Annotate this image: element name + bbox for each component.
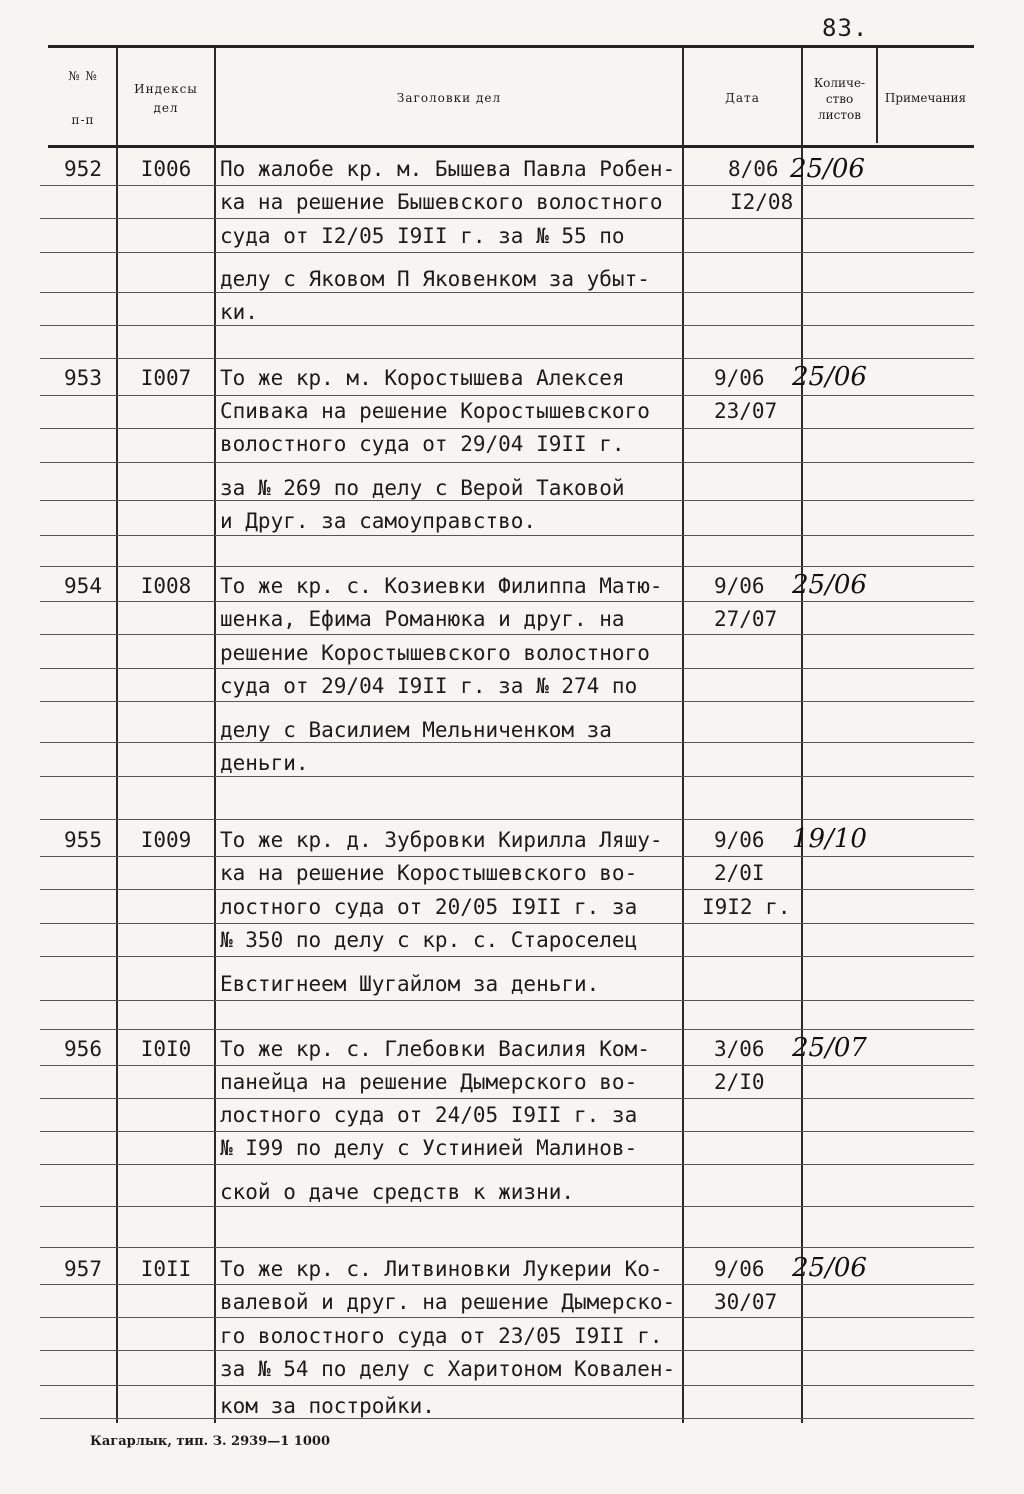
ruled-line (40, 1098, 974, 1099)
entry-title-line: То же кр. с. Козиевки Филиппа Матю- (220, 574, 663, 598)
entry-index: I008 (140, 574, 192, 598)
ruled-line (40, 358, 974, 359)
entry-number: 957 (64, 1257, 102, 1281)
ruled-line (40, 500, 974, 501)
entry-title-line: Спивака на решение Коростышевского (220, 399, 650, 423)
entry-title-line: лостного суда от 24/05 I9II г. за (220, 1103, 638, 1127)
entry-date: 9/06 (714, 574, 765, 598)
entry-title-line: решение Коростышевского волостного (220, 641, 650, 665)
printer-imprint: Кагарлык, тип. З. 2939—1 1000 (90, 1434, 330, 1449)
column-divider (214, 48, 216, 1423)
entry-sheet-mark: 19/10 (792, 824, 867, 854)
entry-title-line: панейца на решение Дымерского во- (220, 1070, 638, 1094)
ruled-line (40, 601, 974, 602)
entry-title-line: № I99 по делу с Устинией Малинов- (220, 1136, 638, 1160)
entry-title-line: ской о даче средств к жизни. (220, 1180, 575, 1204)
ruled-line (40, 923, 974, 924)
entry-title-line: № 350 по делу с кр. с. Староселец (220, 928, 638, 952)
ruled-line (40, 1284, 974, 1285)
header-date (684, 55, 801, 143)
ruled-line (40, 428, 974, 429)
table-top-rule (48, 45, 974, 48)
entry-date: 9/06 (714, 1257, 765, 1281)
table-header-rule (48, 145, 974, 148)
entry-sheet-mark: 25/06 (792, 362, 867, 392)
entry-sheet-mark: 25/06 (792, 570, 867, 600)
entry-date: 2/I0 (714, 1070, 765, 1094)
header-number-sublabel: п-п (71, 113, 95, 128)
entry-title-line: суда от I2/05 I9II г. за № 55 по (220, 224, 625, 248)
ruled-line (40, 1418, 974, 1419)
entry-title-line: за № 54 по делу с Харитоном Ковален- (220, 1357, 676, 1381)
header-count-line: Количе- (813, 75, 866, 90)
entry-date: I9I2 г. (702, 895, 791, 919)
ruled-line (40, 819, 974, 820)
entry-title-line: ки. (220, 300, 258, 324)
entry-date: I2/08 (730, 190, 794, 214)
entry-title-line: По жалобе кр. м. Бышева Павла Робен- (220, 157, 676, 181)
entry-title-line: То же кр. с. Литвиновки Лукерии Ко- (220, 1257, 663, 1281)
ruled-line (40, 252, 974, 253)
entry-title-line: лостного суда от 20/05 I9II г. за (220, 895, 638, 919)
entry-title-line: волостного суда от 29/04 I9II г. (220, 432, 625, 456)
header-index-sublabel: дел (153, 101, 179, 115)
entry-title-line: делу с Яковом П Яковенком за убыт- (220, 267, 650, 291)
ruled-line (40, 462, 974, 463)
entry-number: 955 (64, 828, 102, 852)
entry-title-line: ком за постройки. (220, 1394, 435, 1418)
entry-date: 8/06 (728, 157, 779, 181)
ruled-line (40, 856, 974, 857)
ruled-line (40, 776, 974, 777)
entry-index: I0I0 (140, 1037, 192, 1061)
entry-title-line: То же кр. м. Коростышева Алексея (220, 366, 625, 390)
ruled-line (40, 1000, 974, 1001)
header-number (50, 55, 116, 143)
header-count (803, 55, 876, 143)
entry-number: 954 (64, 574, 102, 598)
entry-title-line: Евстигнеем Шугайлом за деньги. (220, 972, 600, 996)
header-index-label: Индексы (134, 81, 198, 96)
ruled-line (40, 1164, 974, 1165)
header-title (216, 55, 682, 143)
ruled-line (40, 634, 974, 635)
ruled-line (40, 956, 974, 957)
entry-title-line: го волостного суда от 23/05 I9II г. (220, 1324, 663, 1348)
ruled-line (40, 1131, 974, 1132)
entry-index: I009 (140, 828, 192, 852)
ruled-line (40, 185, 974, 186)
entry-title-line: То же кр. с. Глебовки Василия Ком- (220, 1037, 650, 1061)
header-count-line: листов (818, 108, 861, 123)
entry-index: I007 (140, 366, 192, 390)
header-date-label: Дата (725, 91, 760, 106)
column-divider (801, 48, 803, 1423)
header-count-line: ство (825, 91, 854, 106)
entry-title-line: шенка, Ефима Романюка и друг. на (220, 607, 625, 631)
header-index (118, 55, 214, 143)
page-number: 83. (822, 14, 869, 42)
entry-number: 952 (64, 157, 102, 181)
ruled-line (40, 1065, 974, 1066)
entry-sheet-mark: 25/07 (792, 1033, 867, 1063)
ruled-line (40, 292, 974, 293)
ruled-line (40, 566, 974, 567)
entry-date: 9/06 (714, 828, 765, 852)
entry-date: 30/07 (714, 1290, 778, 1314)
entry-title-line: и Друг. за самоуправство. (220, 509, 537, 533)
ruled-line (40, 1247, 974, 1248)
ruled-line (40, 1317, 974, 1318)
header-notes-label: Примечания (884, 91, 967, 106)
entry-title-line: делу с Василием Мельниченком за (220, 718, 612, 742)
entry-number: 956 (64, 1037, 102, 1061)
column-divider (682, 48, 684, 1423)
ruled-line (40, 742, 974, 743)
entry-date: 3/06 (714, 1037, 765, 1061)
entry-title-line: за № 269 по делу с Верой Таковой (220, 476, 625, 500)
ruled-line (40, 325, 974, 326)
header-number-label: № № (68, 69, 98, 84)
entry-title-line: ка на решение Коростышевского во- (220, 861, 638, 885)
entry-sheet-mark: 25/06 (792, 1253, 867, 1283)
header-notes (877, 55, 974, 143)
entry-title-line: деньги. (220, 751, 309, 775)
ruled-line (40, 701, 974, 702)
entry-date: 23/07 (714, 399, 778, 423)
entry-index: I0II (140, 1257, 192, 1281)
ruled-line (40, 218, 974, 219)
ruled-line (40, 395, 974, 396)
ruled-line (40, 1350, 974, 1351)
entry-index: I006 (140, 157, 192, 181)
ruled-line (40, 535, 974, 536)
entry-date: 27/07 (714, 607, 778, 631)
ruled-line (40, 668, 974, 669)
ruled-line (40, 1385, 974, 1386)
entry-title-line: То же кр. д. Зубровки Кирилла Ляшу- (220, 828, 663, 852)
header-title-label: Заголовки дел (396, 91, 502, 106)
entry-date: 9/06 (714, 366, 765, 390)
entry-title-line: валевой и друг. на решение Дымерско- (220, 1290, 676, 1314)
entry-date: 2/0I (714, 861, 765, 885)
entry-title-line: суда от 29/04 I9II г. за № 274 по (220, 674, 638, 698)
ruled-line (40, 1206, 974, 1207)
ruled-line (40, 889, 974, 890)
column-divider (116, 48, 118, 1423)
entry-title-line: ка на решение Бышевского волостного (220, 190, 663, 214)
entry-sheet-mark: 25/06 (790, 154, 865, 184)
ruled-line (40, 1029, 974, 1030)
entry-number: 953 (64, 366, 102, 390)
